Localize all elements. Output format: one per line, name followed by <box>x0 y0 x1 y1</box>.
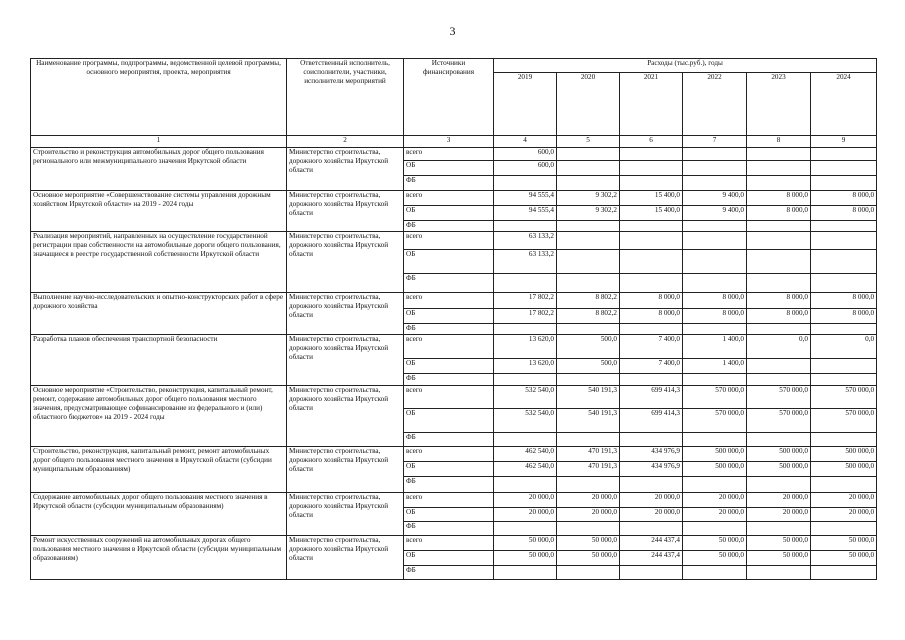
expense-value: 1 400,0 <box>683 359 747 374</box>
funding-source: всего <box>404 148 494 161</box>
expense-value <box>683 477 747 493</box>
expense-value: 20 000,0 <box>494 493 557 508</box>
expense-value: 50 000,0 <box>494 551 557 566</box>
funding-source: всего <box>404 493 494 508</box>
expense-value: 8 000,0 <box>620 293 683 309</box>
activity-executor: Министерство строительства, дорожного хозяйства Иркутской области <box>287 493 404 536</box>
expense-value <box>494 324 557 335</box>
funding-source: всего <box>404 293 494 309</box>
expense-value <box>811 161 877 176</box>
expense-value: 1 400,0 <box>683 335 747 359</box>
column-number: 8 <box>747 136 811 148</box>
expense-value <box>747 176 811 191</box>
expense-value: 94 555,4 <box>494 206 557 221</box>
expense-value: 20 000,0 <box>620 493 683 508</box>
header-expenses: Расходы (тыс.руб.), годы <box>494 59 877 73</box>
expense-value: 0,0 <box>747 335 811 359</box>
expense-value: 50 000,0 <box>557 536 620 551</box>
expense-value: 8 802,2 <box>557 293 620 309</box>
expense-value: 500 000,0 <box>811 447 877 462</box>
expense-value <box>620 522 683 536</box>
expense-value: 462 540,0 <box>494 462 557 477</box>
expense-value: 470 191,3 <box>557 447 620 462</box>
header-year: 2021 <box>620 73 683 136</box>
expense-value <box>557 148 620 161</box>
column-number: 2 <box>287 136 404 148</box>
expense-value <box>557 250 620 274</box>
expense-value <box>557 522 620 536</box>
expense-value: 500 000,0 <box>747 447 811 462</box>
header-name: Наименование программы, подпрограммы, ведомственной целевой программы, основного мероприятия, проекта, мероприятия <box>31 59 287 136</box>
funding-source: ФБ <box>404 176 494 191</box>
expense-value: 699 414,3 <box>620 386 683 409</box>
header-year: 2024 <box>811 73 877 136</box>
expense-value: 8 000,0 <box>747 191 811 206</box>
expense-value: 50 000,0 <box>747 551 811 566</box>
expense-value: 570 000,0 <box>747 386 811 409</box>
expense-value <box>683 324 747 335</box>
activity-name: Содержание автомобильных дорог общего пользования местного значения в Иркутской области (субсидии муниципальным образованиям) <box>31 493 287 536</box>
expense-value <box>683 148 747 161</box>
funding-source: ФБ <box>404 433 494 447</box>
funding-source: ФБ <box>404 374 494 386</box>
activity-name: Строительство и реконструкция автомобильных дорог общего пользования регионального или межмуниципального значения Иркутской области <box>31 148 287 191</box>
expense-value <box>494 221 557 232</box>
funding-source: всего <box>404 386 494 409</box>
expense-value: 532 540,0 <box>494 386 557 409</box>
expense-value <box>620 161 683 176</box>
expense-value <box>683 433 747 447</box>
expense-value: 13 620,0 <box>494 335 557 359</box>
activity-name: Разработка планов обеспечения транспортной безопасности <box>31 335 287 386</box>
expense-value: 20 000,0 <box>683 508 747 522</box>
expense-value: 0,0 <box>811 335 877 359</box>
column-number: 7 <box>683 136 747 148</box>
table-row <box>31 293 877 309</box>
expense-value <box>620 324 683 335</box>
expense-value: 94 555,4 <box>494 191 557 206</box>
expense-value: 8 000,0 <box>747 309 811 324</box>
expense-value <box>747 148 811 161</box>
expense-value: 20 000,0 <box>747 493 811 508</box>
expense-value <box>557 374 620 386</box>
expense-value: 500,0 <box>557 335 620 359</box>
expense-value <box>494 522 557 536</box>
funding-source: ОБ <box>404 551 494 566</box>
activity-name: Ремонт искусственных сооружений на автомобильных дорогах общего пользования местного значения в Иркутской области (субсидии муниципальным образованиям) <box>31 536 287 580</box>
funding-source: всего <box>404 232 494 250</box>
expense-value: 50 000,0 <box>683 551 747 566</box>
expense-value <box>683 176 747 191</box>
expense-value: 500 000,0 <box>683 447 747 462</box>
funding-source: ФБ <box>404 221 494 232</box>
expense-value <box>620 374 683 386</box>
expense-value: 8 000,0 <box>683 309 747 324</box>
page-number: 3 <box>449 24 456 38</box>
expense-value <box>494 433 557 447</box>
expense-value: 9 302,2 <box>557 206 620 221</box>
expense-value <box>811 359 877 374</box>
expense-value <box>494 566 557 580</box>
expense-value <box>620 477 683 493</box>
expense-value: 9 400,0 <box>683 206 747 221</box>
activity-executor: Министерство строительства, дорожного хозяйства Иркутской области <box>287 536 404 580</box>
funding-source: ОБ <box>404 462 494 477</box>
expense-value <box>557 161 620 176</box>
expense-value: 570 000,0 <box>811 386 877 409</box>
activity-executor: Министерство строительства, дорожного хозяйства Иркутской области <box>287 386 404 447</box>
expense-value: 570 000,0 <box>683 386 747 409</box>
funding-source: ОБ <box>404 309 494 324</box>
expense-value <box>811 274 877 293</box>
expense-value <box>620 221 683 232</box>
expense-value: 50 000,0 <box>747 536 811 551</box>
expense-value: 20 000,0 <box>811 508 877 522</box>
table-row <box>31 447 877 462</box>
expense-value: 20 000,0 <box>811 493 877 508</box>
header-source: Источники финансирования <box>404 59 494 136</box>
expense-value <box>811 566 877 580</box>
funding-source: ФБ <box>404 274 494 293</box>
expense-value <box>747 274 811 293</box>
expense-value: 13 620,0 <box>494 359 557 374</box>
expense-value <box>811 148 877 161</box>
header-year: 2023 <box>747 73 811 136</box>
expense-value: 20 000,0 <box>557 493 620 508</box>
column-number: 1 <box>31 136 287 148</box>
expense-value <box>811 176 877 191</box>
expense-value <box>747 433 811 447</box>
expense-value: 8 000,0 <box>811 309 877 324</box>
expense-value: 50 000,0 <box>683 536 747 551</box>
expense-value: 8 000,0 <box>747 293 811 309</box>
expense-value <box>683 221 747 232</box>
expense-value <box>683 232 747 250</box>
expense-value: 462 540,0 <box>494 447 557 462</box>
budget-body <box>31 148 877 580</box>
expense-value <box>557 232 620 250</box>
expense-value: 63 133,2 <box>494 232 557 250</box>
expense-value <box>683 274 747 293</box>
expense-value: 244 437,4 <box>620 551 683 566</box>
expense-value: 7 400,0 <box>620 359 683 374</box>
activity-name: Строительство, реконструкция, капитальный ремонт, ремонт автомобильных дорог общего пользования местного значения в Иркутской области (субсидии муниципальным образованиям) <box>31 447 287 493</box>
expense-value <box>747 161 811 176</box>
expense-value: 540 191,3 <box>557 386 620 409</box>
expense-value: 470 191,3 <box>557 462 620 477</box>
expense-value <box>747 566 811 580</box>
table-row <box>31 335 877 359</box>
expense-value <box>811 221 877 232</box>
budget-table <box>30 58 877 580</box>
expense-value <box>683 250 747 274</box>
activity-name: Реализация мероприятий, направленных на осуществление государственной регистрации прав собственности на автомобильные дороги общего пользования, значащиеся в реестре государственной собственности Иркутской области <box>31 232 287 293</box>
expense-value: 20 000,0 <box>683 493 747 508</box>
funding-source: ОБ <box>404 161 494 176</box>
expense-value <box>747 232 811 250</box>
expense-value: 600,0 <box>494 148 557 161</box>
column-number: 3 <box>404 136 494 148</box>
expense-value: 434 976,9 <box>620 447 683 462</box>
expense-value: 63 133,2 <box>494 250 557 274</box>
table-row <box>31 386 877 409</box>
activity-name: Основное мероприятие «Строительство, реконструкция, капитальный ремонт, ремонт, содержание автомобильных дорог общего пользования местного значения, предусматривающее софинансирование из федерального и (или) областного бюджетов» на 2019 - 2024 годы <box>31 386 287 447</box>
expense-value <box>494 274 557 293</box>
funding-source: ФБ <box>404 566 494 580</box>
expense-value <box>747 221 811 232</box>
expense-value <box>747 359 811 374</box>
header-year: 2022 <box>683 73 747 136</box>
funding-source: ОБ <box>404 250 494 274</box>
expense-value: 600,0 <box>494 161 557 176</box>
expense-value: 15 400,0 <box>620 191 683 206</box>
expense-value <box>620 566 683 580</box>
header-year: 2020 <box>557 73 620 136</box>
expense-value: 50 000,0 <box>557 551 620 566</box>
expense-value: 50 000,0 <box>494 536 557 551</box>
expense-value: 20 000,0 <box>747 508 811 522</box>
expense-value: 9 400,0 <box>683 191 747 206</box>
activity-executor: Министерство строительства, дорожного хозяйства Иркутской области <box>287 447 404 493</box>
expense-value: 9 302,2 <box>557 191 620 206</box>
expense-value: 17 802,2 <box>494 309 557 324</box>
funding-source: ОБ <box>404 409 494 433</box>
expense-value <box>620 274 683 293</box>
table-row <box>31 148 877 161</box>
expense-value <box>494 374 557 386</box>
expense-value: 20 000,0 <box>557 508 620 522</box>
expense-value: 17 802,2 <box>494 293 557 309</box>
funding-source: ОБ <box>404 508 494 522</box>
expense-value <box>683 522 747 536</box>
expense-value: 532 540,0 <box>494 409 557 433</box>
expense-value <box>747 250 811 274</box>
column-number: 5 <box>557 136 620 148</box>
expense-value: 8 802,2 <box>557 309 620 324</box>
expense-value: 434 976,9 <box>620 462 683 477</box>
expense-value <box>747 374 811 386</box>
funding-source: ФБ <box>404 477 494 493</box>
expense-value: 8 000,0 <box>620 309 683 324</box>
header-year: 2019 <box>494 73 557 136</box>
expense-value: 8 000,0 <box>747 206 811 221</box>
expense-value: 500 000,0 <box>747 462 811 477</box>
expense-value <box>557 324 620 335</box>
table-row <box>31 536 877 551</box>
expense-value <box>747 477 811 493</box>
expense-value: 8 000,0 <box>811 191 877 206</box>
expense-value <box>683 161 747 176</box>
funding-source: всего <box>404 335 494 359</box>
activity-executor: Министерство строительства, дорожного хозяйства Иркутской области <box>287 293 404 335</box>
expense-value: 7 400,0 <box>620 335 683 359</box>
expense-value <box>557 274 620 293</box>
expense-value: 50 000,0 <box>811 536 877 551</box>
expense-value: 500 000,0 <box>683 462 747 477</box>
funding-source: всего <box>404 447 494 462</box>
expense-value <box>494 176 557 191</box>
expense-value <box>494 477 557 493</box>
expense-value <box>683 374 747 386</box>
activity-executor: Министерство строительства, дорожного хозяйства Иркутской области <box>287 148 404 191</box>
funding-source: ОБ <box>404 206 494 221</box>
expense-value: 15 400,0 <box>620 206 683 221</box>
expense-value <box>557 433 620 447</box>
expense-value: 500 000,0 <box>811 462 877 477</box>
expense-value <box>811 374 877 386</box>
expense-value <box>620 176 683 191</box>
expense-value: 8 000,0 <box>811 206 877 221</box>
activity-executor: Министерство строительства, дорожного хозяйства Иркутской области <box>287 232 404 293</box>
expense-value: 570 000,0 <box>683 409 747 433</box>
expense-value <box>557 176 620 191</box>
table-row <box>31 493 877 508</box>
funding-source: всего <box>404 191 494 206</box>
expense-value: 540 191,3 <box>557 409 620 433</box>
expense-value: 244 437,4 <box>620 536 683 551</box>
expense-value: 570 000,0 <box>811 409 877 433</box>
funding-source: ФБ <box>404 522 494 536</box>
expense-value: 699 414,3 <box>620 409 683 433</box>
table-row <box>31 232 877 250</box>
header-executor: Ответственный исполнитель, соисполнители, участники, исполнители мероприятий <box>287 59 404 136</box>
funding-source: всего <box>404 536 494 551</box>
expense-value <box>557 477 620 493</box>
funding-source: ФБ <box>404 324 494 335</box>
expense-value: 20 000,0 <box>494 508 557 522</box>
expense-value <box>811 433 877 447</box>
expense-value <box>557 566 620 580</box>
expense-value: 20 000,0 <box>620 508 683 522</box>
activity-name: Основное мероприятие «Совершенствование системы управления дорожным хозяйством Иркутской области» на 2019 - 2024 годы <box>31 191 287 232</box>
expense-value <box>747 324 811 335</box>
expense-value <box>620 433 683 447</box>
expense-value <box>620 232 683 250</box>
table-row <box>31 191 877 206</box>
expense-value <box>557 221 620 232</box>
activity-executor: Министерство строительства, дорожного хозяйства Иркутской области <box>287 191 404 232</box>
expense-value: 570 000,0 <box>747 409 811 433</box>
expense-value: 50 000,0 <box>811 551 877 566</box>
expense-value <box>620 148 683 161</box>
expense-value <box>811 250 877 274</box>
expense-value: 8 000,0 <box>683 293 747 309</box>
expense-value <box>811 477 877 493</box>
activity-name: Выполнение научно-исследовательских и опытно-конструкторских работ в сфере дорожного хозяйства <box>31 293 287 335</box>
expense-value: 8 000,0 <box>811 293 877 309</box>
column-number: 6 <box>620 136 683 148</box>
column-number: 9 <box>811 136 877 148</box>
expense-value: 500,0 <box>557 359 620 374</box>
column-number: 4 <box>494 136 557 148</box>
expense-value <box>620 250 683 274</box>
activity-executor: Министерство строительства, дорожного хозяйства Иркутской области <box>287 335 404 386</box>
expense-value <box>683 566 747 580</box>
expense-value <box>747 522 811 536</box>
expense-value <box>811 232 877 250</box>
funding-source: ОБ <box>404 359 494 374</box>
expense-value <box>811 522 877 536</box>
expense-value <box>811 324 877 335</box>
